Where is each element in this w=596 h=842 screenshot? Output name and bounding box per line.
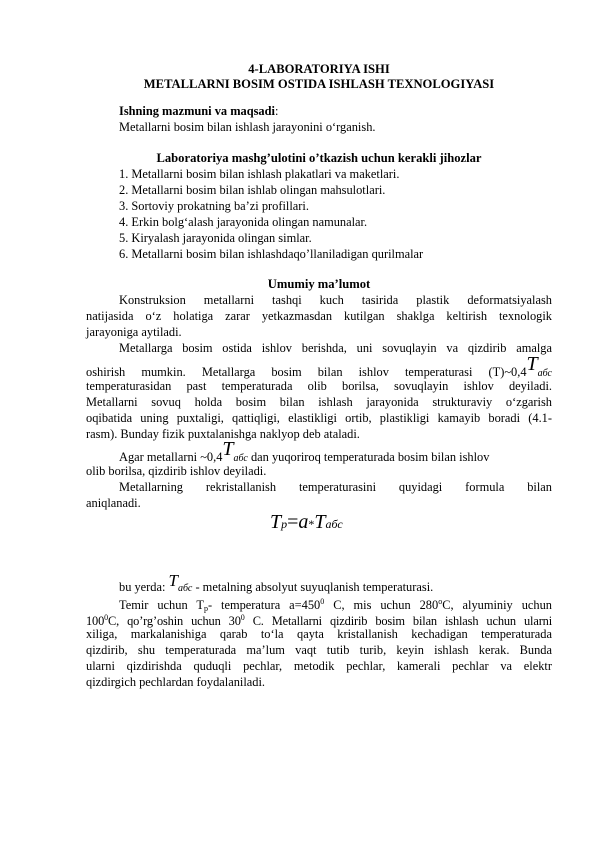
paragraph-6-line: qizdirib, shu temperaturada ma’lum vaqt tutib turib, keyin ishlash kerak. Bunda: [86, 643, 552, 657]
equipment-item: 5. Kiryalash jarayonida olingan simlar.: [119, 231, 312, 245]
formula-abs: абс: [325, 517, 343, 531]
symbol-abs: абс: [178, 583, 193, 594]
symbol-t: T: [168, 571, 179, 590]
paragraph-6-text: Temir uchun T: [119, 598, 204, 612]
superscript: 0: [240, 613, 245, 622]
goal-heading-line: [119, 103, 278, 119]
superscript: o: [438, 597, 443, 606]
paragraph-1-line: jarayoniga aytiladi.: [86, 325, 182, 339]
equipment-item: 1. Metallarni bosim bilan ishlash plakatlari va maketlari.: [119, 167, 400, 181]
lab-title: METALLARNI BOSIM OSTIDA ISHLASH TEXNOLOGIYASI: [143, 77, 495, 91]
equipment-item: 6. Metallarni bosim bilan ishlashdaqo’llaniladigan qurilmalar: [119, 247, 424, 261]
paragraph-6-line: xiliga, markalanishiga qarab to‘la qayta kristallanish kechadigan temperaturada: [86, 627, 552, 641]
formula-a: a: [298, 511, 309, 533]
subscript: p: [203, 604, 208, 613]
paragraph-2-line: oqibatida uning puxtaligi, qattiqligi, elastikligi ortib, plastikligi kamayib boradi (4.1-: [86, 411, 552, 425]
formula-t: T: [270, 511, 282, 533]
formula-multiply: *: [308, 517, 315, 531]
formula: [270, 509, 343, 537]
equipment-item: 3. Sortoviy prokatning ba’zi profillari.: [119, 199, 309, 213]
paragraph-6-text: C. Metallarni qizdirib bosim bilan ishlash uchun ularni: [244, 614, 553, 628]
paragraph-5-text: bu yerda:: [119, 580, 169, 594]
paragraph-6-text: 100: [86, 614, 105, 628]
paragraph-3-text: Agar metallarni ~0,4: [119, 450, 223, 464]
formula-p: p: [281, 517, 288, 531]
paragraph-6-text: C, mis uchun 280: [324, 598, 439, 612]
goal-heading: Ishning mazmuni va maqsadi: [119, 104, 275, 118]
paragraph-6-text: C, qo’rg’oshin uchun 30: [108, 614, 241, 628]
paragraph-6-line: ularni qizdirishda quduqli pechlar, metodik pechlar, kamerali pechlar va elektr: [86, 659, 552, 673]
lab-number-title: 4-LABORATORIYA ISHI: [248, 62, 390, 76]
symbol-abs: абс: [537, 368, 552, 379]
paragraph-4-line: Metallarning rekristallanish temperaturasini quyidagi formula bilan: [119, 480, 552, 494]
paragraph-6-text: C, alyuminiy uchun: [442, 598, 552, 612]
paragraph-6-line: qizdirgich pechlardan foydalaniladi.: [86, 675, 266, 689]
section-heading: Umumiy ma’lumot: [267, 277, 371, 291]
superscript: 0: [320, 597, 325, 606]
paragraph-3-line: olib borilsa, qizdirib ishlov deyiladi.: [86, 464, 267, 478]
paragraph-2-text: oshirish mumkin. Metallarga bosim bilan ishlov temperaturasi (T)~0,4: [86, 365, 527, 379]
formula-t2: T: [314, 511, 326, 533]
paragraph-1-line: natijasida o‘z holatiga zarar yetkazmasdan kutilgan shaklga keltirish texnologik: [86, 309, 552, 323]
formula-equals: =: [287, 511, 299, 533]
paragraph-2-line: temperaturasidan past temperaturada olib borilsa, sovuqlayin ishlov deyiladi.: [86, 379, 552, 393]
goal-colon: :: [274, 104, 279, 118]
paragraph-2-line: Metallarga bosim ostida ishlov berishda, uni sovuqlayin va qizdirib amalga: [119, 341, 552, 355]
superscript: 0: [104, 613, 108, 622]
symbol-t: T: [526, 353, 538, 375]
paragraph-2-line: Metallarni sovuq holda bosim bilan ishlash jarayonida strukturaviy o‘zgarish: [86, 395, 552, 409]
paragraph-6-text: - temperatura a=450: [207, 598, 321, 612]
paragraph-4-line: aniqlanadi.: [86, 496, 141, 510]
paragraph-2-line: rasm). Bunday fizik puxtalanishga naklyop deb ataladi.: [86, 427, 360, 441]
equipment-item: 4. Erkin bolg‘alash jarayonida olingan namunalar.: [119, 215, 368, 229]
paragraph-5-text: - metalning absolyut suyuqlanish temperaturasi.: [192, 580, 434, 594]
equipment-heading: Laboratoriya mashg’ulotini o’tkazish uchun kerakli jihozlar: [156, 151, 482, 165]
paragraph-3-text: dan yuqoriroq temperaturada bosim bilan ishlov: [247, 450, 490, 464]
paragraph-1-line: Konstruksion metallarni tashqi kuch tasirida plastik deformatsiyalash: [119, 293, 552, 307]
symbol-abs: абс: [233, 453, 248, 464]
symbol-t: T: [222, 438, 234, 460]
goal-text: Metallarni bosim bilan ishlash jarayonini o‘rganish.: [119, 120, 376, 134]
equipment-item: 2. Metallarni bosim bilan ishlab olingan mahsulotlari.: [119, 183, 386, 197]
